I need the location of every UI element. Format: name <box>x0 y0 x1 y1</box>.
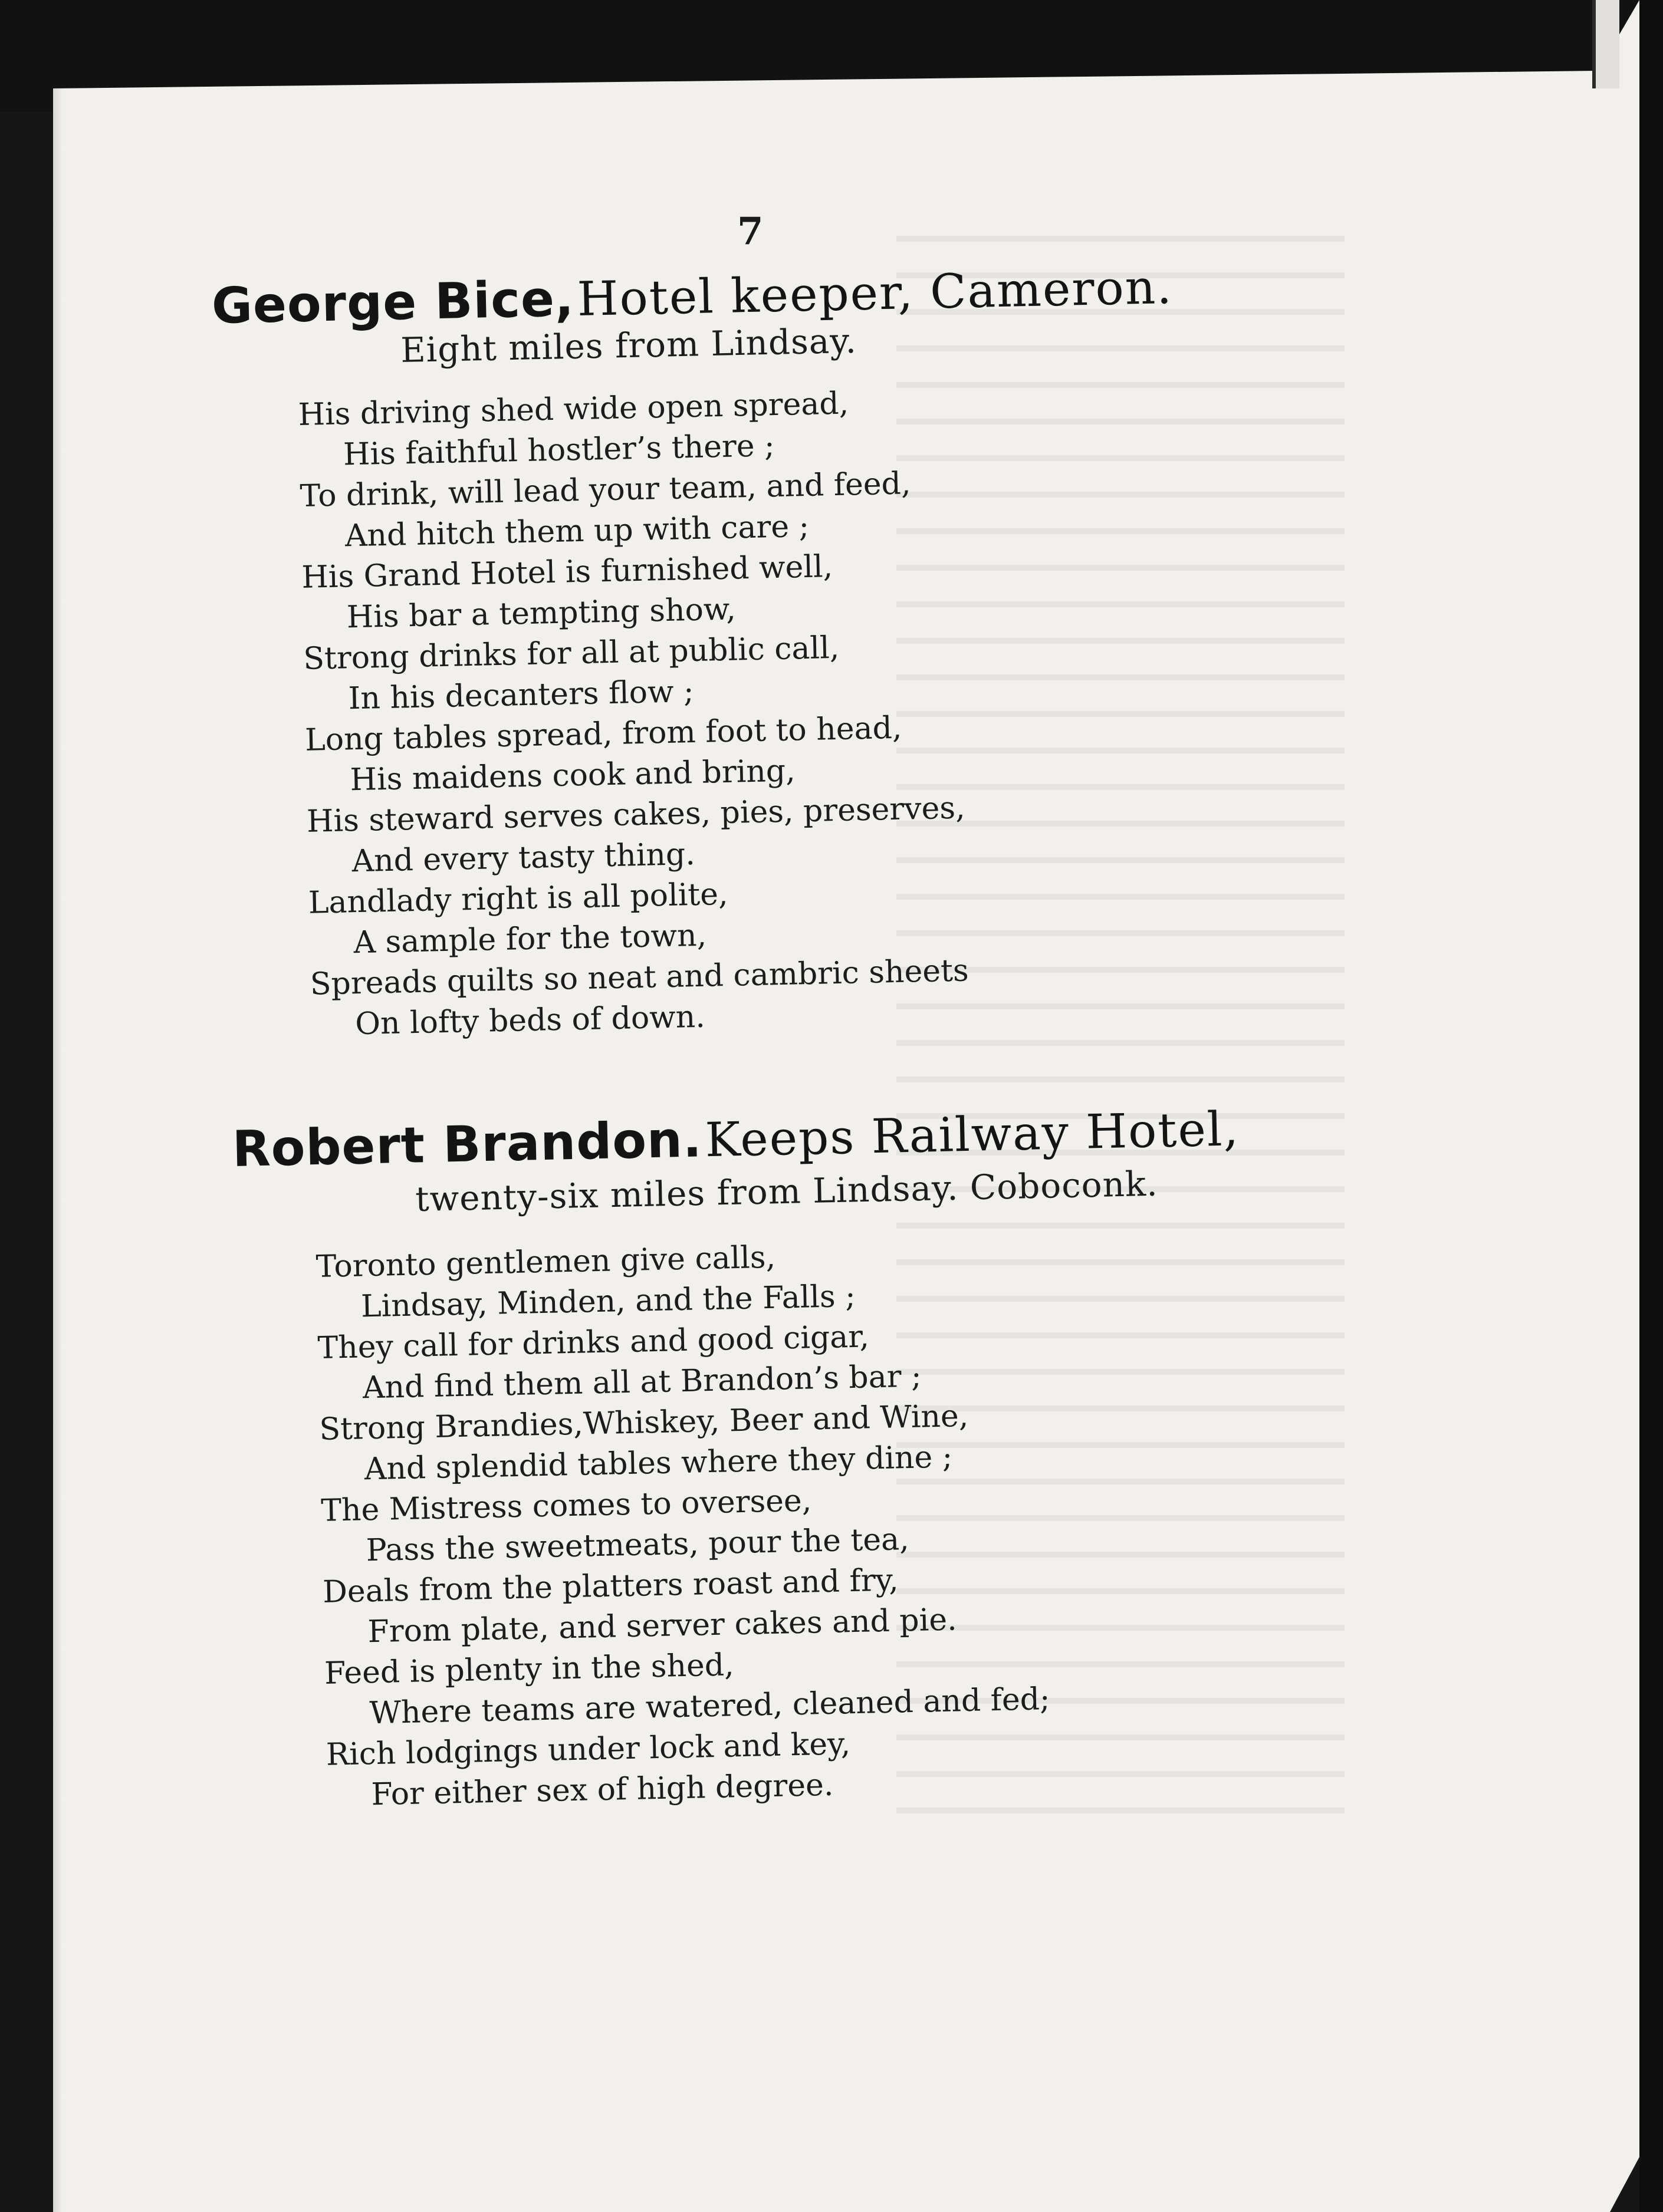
poem-line: Landlady right is all polite, <box>308 876 729 921</box>
poem-line: They call for drinks and good cigar, <box>317 1319 870 1366</box>
poem-line: The Mistress comes to oversee, <box>320 1483 812 1529</box>
poem-line: His Grand Hotel is furnished well, <box>301 549 833 595</box>
page-corner-curl <box>1592 0 1619 88</box>
poem-line: In his decanters flow ; <box>348 674 695 717</box>
poem-line: Spreads quilts so neat and cambric sheets <box>310 953 969 1002</box>
poem-line: A sample for the town, <box>353 917 707 961</box>
poem-line: Strong drinks for all at public call, <box>303 630 840 677</box>
poem-line: For either sex of high degree. <box>370 1767 834 1813</box>
section2-name: Robert Brandon. <box>231 1110 703 1178</box>
section2-poem <box>315 1232 1052 1816</box>
poem-line: Rich lodgings under lock and key, <box>326 1726 851 1773</box>
poem-line: From plate, and server cakes and pie. <box>367 1602 958 1650</box>
poem-line: Strong Brandies,Whiskey, Beer and Wine, <box>318 1398 969 1447</box>
poem-line: To drink, will lead your team, and feed, <box>299 466 912 514</box>
poem-line: Pass the sweetmeats, pour the tea, <box>366 1522 910 1569</box>
poem-line: His steward serves cakes, pies, preserves, <box>306 790 966 840</box>
section1-subheading: Eight miles from Lindsay. <box>400 320 857 370</box>
poem-line: On lofty beds of down. <box>354 999 706 1042</box>
poem-line: Long tables spread, from foot to head, <box>304 710 902 758</box>
poem-line: And every tasty thing. <box>351 837 696 880</box>
poem-line: His bar a tempting show, <box>346 591 737 636</box>
poem-line: His faithful hostler’s there ; <box>343 428 775 473</box>
poem-line: And find them all at Brandon’s bar ; <box>362 1358 922 1406</box>
scan-border-right <box>1639 0 1663 2212</box>
section1-title: Hotel keeper, Cameron. <box>576 259 1174 327</box>
section1-poem <box>298 381 970 1046</box>
poem-line: Where teams are watered, cleaned and fed; <box>369 1681 1051 1732</box>
poem-line: His maidens cook and bring, <box>350 753 796 798</box>
paper-edge-shadow <box>53 88 63 2212</box>
poem-line: Toronto gentlemen give calls, <box>315 1239 776 1285</box>
poem-line: And splendid tables where they dine ; <box>364 1439 953 1487</box>
section2-subheading: twenty-six miles from Lindsay. Coboconk. <box>415 1163 1159 1219</box>
section2-title: Keeps Railway Hotel, <box>704 1101 1240 1168</box>
page-number: 7 <box>737 209 764 254</box>
poem-line: Lindsay, Minden, and the Falls ; <box>360 1278 856 1325</box>
poem-line: His driving shed wide open spread, <box>298 386 849 433</box>
poem-line: Feed is plenty in the shed, <box>324 1647 735 1691</box>
poem-line: Deals from the platters roast and fry, <box>322 1562 899 1610</box>
poem-line: And hitch them up with care ; <box>344 508 810 554</box>
section1-name: George Bice, <box>211 269 575 335</box>
